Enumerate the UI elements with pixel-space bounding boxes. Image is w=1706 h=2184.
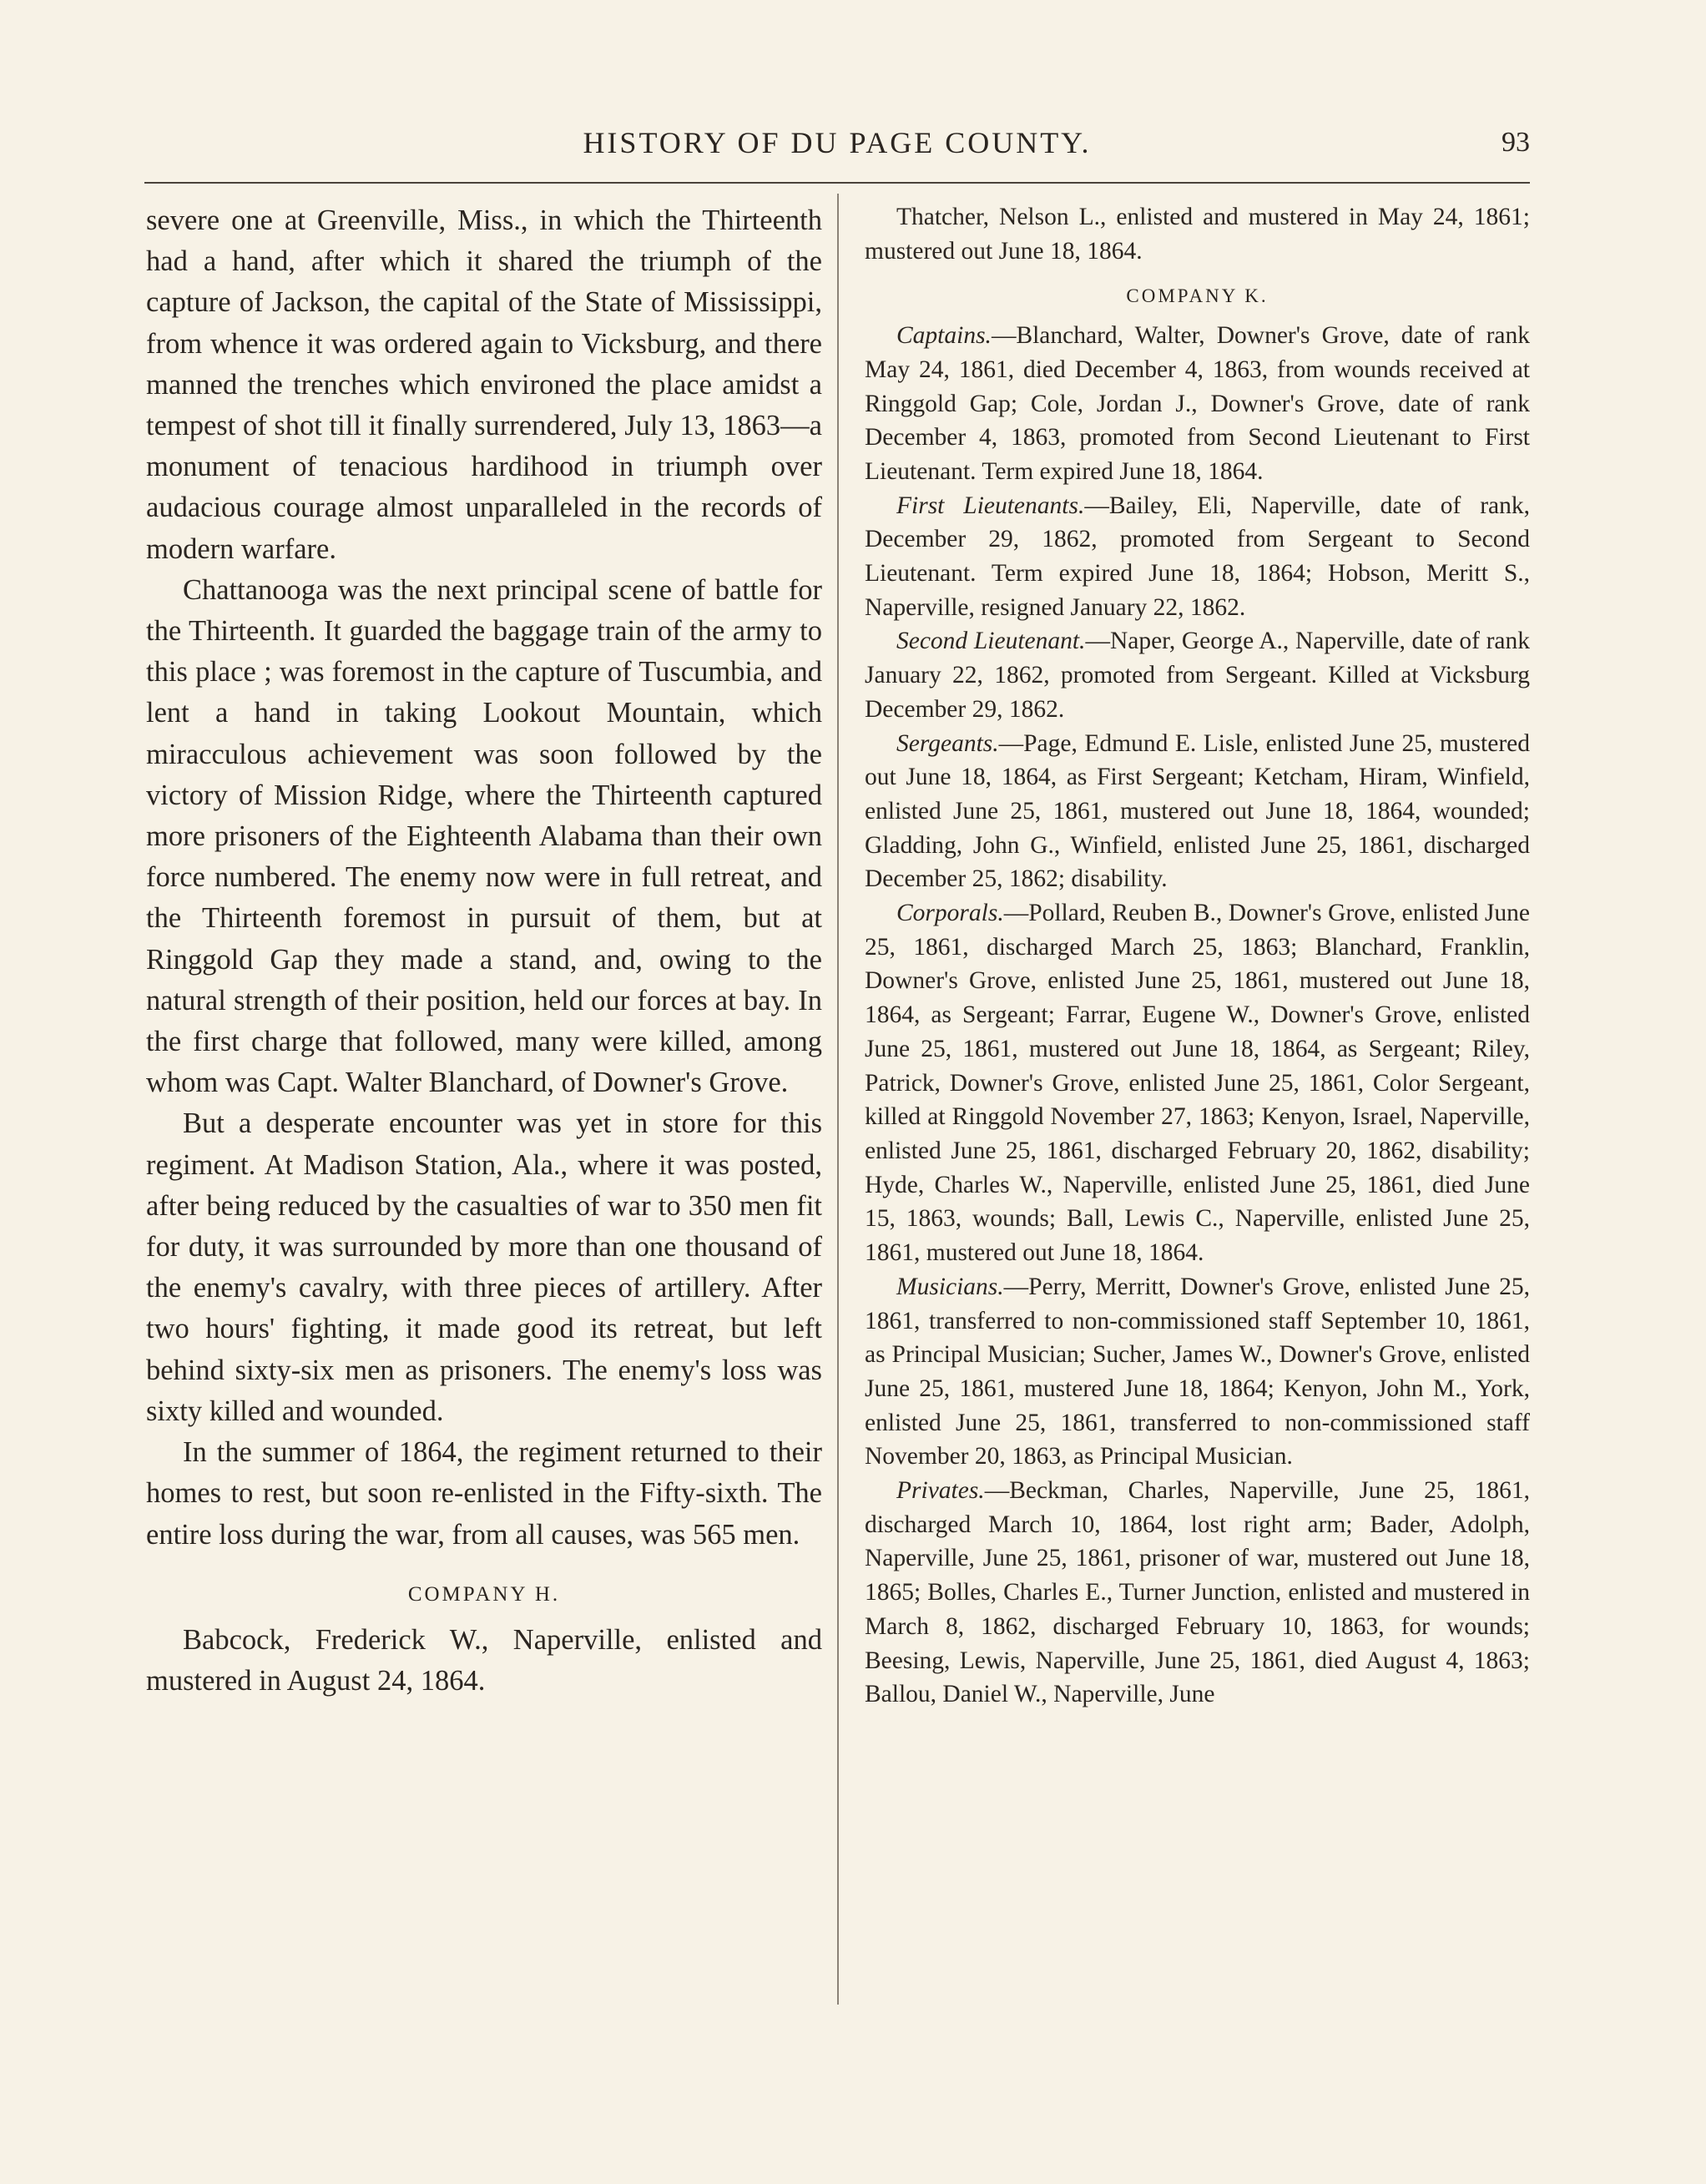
roster-entry: Babcock, Frederick W., Naperville, enlisted and mustered in August 24, 1864.	[146, 1623, 822, 1697]
section-lead: Corporals.	[896, 900, 1004, 927]
section-lead: Second Lieutenant.	[896, 628, 1086, 655]
section-text: —Naper, George A., Naperville, date of rank January 22, 1862, promoted from Sergeant. Killed at Vicksburg December 29, 1862.	[865, 628, 1530, 723]
section-lead: First Lieutenants.	[896, 492, 1085, 519]
paragraph: severe one at Greenville, Miss., in which the Thirteenth had a hand, after which it shared the triumph of the capture of Jackson, the capital of the State of Mississippi, from whence it was ordered again to Vicksburg, and there manned the trenches which environed the place amidst a tempest of shot till it finally surrendered, July 13, 1863—a monument of tenacious hardihood in triumph over audacious courage almost unparalleled in the records of modern warfare.	[146, 204, 822, 565]
roster-section-second-lieutenant	[865, 624, 1530, 726]
section-text: —Bailey, Eli, Naperville, date of rank, December 29, 1862, promoted from Sergeant to Second Lieutenant. Term expired June 18, 1864; Hobson, Meritt S., Naperville, resigned January 22, 1862.	[865, 492, 1530, 621]
roster-section-sergeants	[865, 727, 1530, 897]
company-k-heading: COMPANY K.	[1126, 285, 1269, 307]
roster-section-musicians	[865, 1270, 1530, 1474]
section-text: —Pollard, Reuben B., Downer's Grove, enlisted June 25, 1861, discharged March 25, 1863; Blanchard, Franklin, Downer's Grove, enlisted June 25, 1861, mustered out June 18, 1864, as Sergeant; Farrar, Eugene W., Downer's Grove, enlisted June 25, 1861, mustered out June 18, 1864, as Sergeant; Riley, Patrick, Downer's Grove, enlisted June 25, 1861, Color Sergeant, killed at Ringgold November 27, 1863; Kenyon, Israel, Naperville, enlisted June 25, 1861, discharged February 20, 1862, disability; Hyde, Charles W., Naperville, enlisted June 25, 1861, died June 15, 1863, wounds; Ball, Lewis C., Naperville, enlisted June 25, 1861, mustered out June 18, 1864.	[865, 900, 1530, 1267]
section-lead: Captains.	[896, 322, 992, 350]
roster-section-captains	[865, 319, 1530, 489]
section-text: —Perry, Merritt, Downer's Grove, enlisted June 25, 1861, transferred to non-commissioned staff September 10, 1861, as Principal Musician; Sucher, James W., Downer's Grove, enlisted June 25, 1861, mustered June 18, 1864; Kenyon, John M., York, enlisted June 25, 1861, transferred to non-commissioned staff November 20, 1863, as Principal Musician.	[865, 1273, 1530, 1470]
page-number: 93	[1502, 127, 1530, 158]
running-head: HISTORY OF DU PAGE COUNTY.	[583, 126, 1092, 159]
roster-section-privates	[865, 1474, 1530, 1712]
section-lead: Musicians.	[896, 1273, 1004, 1300]
section-text: —Page, Edmund E. Lisle, enlisted June 25, mustered out June 18, 1864, as First Sergeant; Ketcham, Hiram, Winfield, enlisted June 25, 1861, mustered out June 18, 1864, wounded; Gladding, John G., Winfield, enlisted June 25, 1861, discharged December 25, 1862; disability.	[865, 729, 1530, 893]
company-h-heading: COMPANY H.	[407, 1582, 561, 1606]
column-divider	[837, 194, 839, 2005]
left-column	[146, 200, 822, 1702]
section-lead: Privates.	[896, 1477, 985, 1505]
section-text: —Blanchard, Walter, Downer's Grove, date of rank May 24, 1861, died December 4, 1863, from wounds received at Ringgold Gap; Cole, Jordan J., Downer's Grove, date of rank December 4, 1863, promoted from Second Lieutenant to First Lieutenant. Term expired June 18, 1864.	[865, 322, 1530, 485]
page-header	[144, 125, 1530, 175]
roster-section-corporals	[865, 896, 1530, 1270]
section-lead: Sergeants.	[896, 729, 999, 757]
roster-entry: Thatcher, Nelson L., enlisted and mustered in May 24, 1861; mustered out June 18, 1864.	[865, 204, 1530, 265]
right-column	[865, 200, 1530, 1712]
paragraph: But a desperate encounter was yet in store for this regiment. At Madison Station, Ala., where it was posted, after being reduced by the casualties of war to 350 men fit for duty, it was surrounded by more than one thousand of the enemy's cavalry, with three pieces of artillery. After two hours' fighting, it made good its retreat, but left behind sixty-six men as prisoners. The enemy's loss was sixty killed and wounded.	[146, 1107, 822, 1427]
section-text: —Beckman, Charles, Naperville, June 25, 1861, discharged March 10, 1864, lost right arm; Bader, Adolph, Naperville, June 25, 1861, prisoner of war, mustered out June 18, 1865; Bolles, Charles E., Turner Junction, enlisted and mustered in March 8, 1862, discharged February 10, 1863, for wounds; Beesing, Lewis, Naperville, June 25, 1861, died August 4, 1863; Ballou, Daniel W., Naperville, June	[865, 1477, 1530, 1708]
header-rule	[144, 182, 1530, 184]
paragraph: In the summer of 1864, the regiment returned to their homes to rest, but soon re-enlisted in the Fifty-sixth. The entire loss during the war, from all causes, was 565 men.	[146, 1436, 822, 1551]
paragraph: Chattanooga was the next principal scene of battle for the Thirteenth. It guarded the baggage train of the army to this place ; was foremost in the capture of Tuscumbia, and lent a hand in taking Lookout Mountain, which miracculous achievement was soon followed by the victory of Mission Ridge, where the Thirteenth captured more prisoners of the Eighteenth Alabama than their own force numbered. The enemy now were in full retreat, and the Thirteenth foremost in pursuit of them, but at Ringgold Gap they made a stand, and, owing to the natural strength of their position, held our forces at bay. In the first charge that followed, many were killed, among whom was Capt. Walter Blanchard, of Downer's Grove.	[146, 573, 822, 1099]
roster-section-first-lieutenants	[865, 489, 1530, 625]
